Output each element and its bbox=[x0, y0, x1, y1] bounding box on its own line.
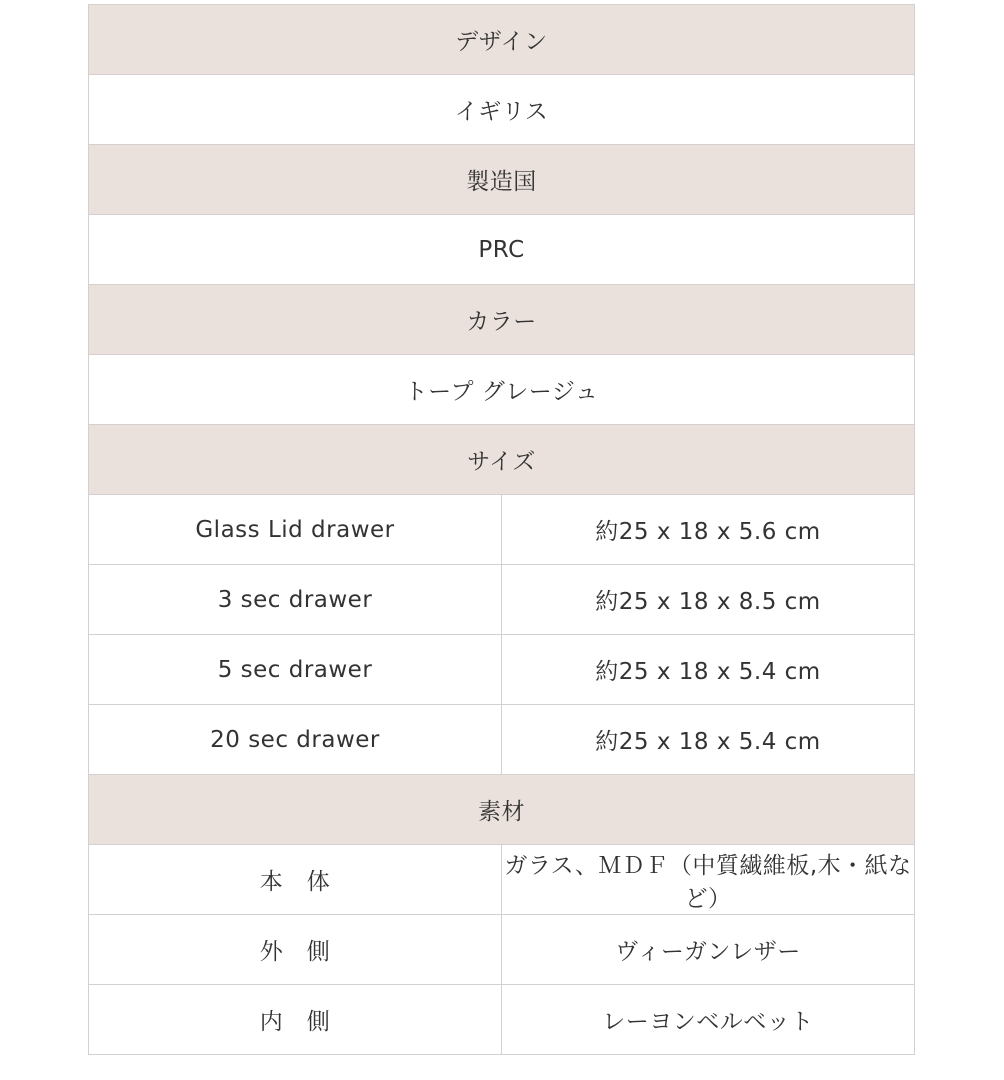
size-row-label: 20 sec drawer bbox=[89, 705, 502, 775]
section-value-design bbox=[89, 75, 915, 145]
material-row-value: ヴィーガンレザー bbox=[502, 915, 915, 985]
material-row-value: ガラス、ＭＤＦ（中質繊維板,木・紙など） bbox=[502, 845, 915, 915]
material-row bbox=[89, 915, 915, 985]
origin-value: PRC bbox=[89, 215, 915, 285]
color-header: カラー bbox=[89, 285, 915, 355]
material-row-label: 外 側 bbox=[89, 915, 502, 985]
product-spec-table bbox=[88, 4, 915, 1055]
material-header: 素材 bbox=[89, 775, 915, 845]
color-value: トープ グレージュ bbox=[89, 355, 915, 425]
size-row-value: 約25 x 18 x 5.6 cm bbox=[502, 495, 915, 565]
size-row-label: Glass Lid drawer bbox=[89, 495, 502, 565]
origin-header: 製造国 bbox=[89, 145, 915, 215]
size-row bbox=[89, 495, 915, 565]
size-row-value: 約25 x 18 x 5.4 cm bbox=[502, 705, 915, 775]
size-row-value: 約25 x 18 x 8.5 cm bbox=[502, 565, 915, 635]
section-header-color bbox=[89, 285, 915, 355]
section-header-material bbox=[89, 775, 915, 845]
material-row-value: レーヨンベルベット bbox=[502, 985, 915, 1055]
size-row bbox=[89, 565, 915, 635]
section-value-origin bbox=[89, 215, 915, 285]
material-row bbox=[89, 985, 915, 1055]
section-header-origin bbox=[89, 145, 915, 215]
material-row-label: 内 側 bbox=[89, 985, 502, 1055]
size-header: サイズ bbox=[89, 425, 915, 495]
section-header-design bbox=[89, 5, 915, 75]
size-row-value: 約25 x 18 x 5.4 cm bbox=[502, 635, 915, 705]
material-row bbox=[89, 845, 915, 915]
section-header-size bbox=[89, 425, 915, 495]
size-row-label: 5 sec drawer bbox=[89, 635, 502, 705]
material-row-label: 本 体 bbox=[89, 845, 502, 915]
size-row bbox=[89, 635, 915, 705]
section-value-color bbox=[89, 355, 915, 425]
design-header: デザイン bbox=[89, 5, 915, 75]
size-row-label: 3 sec drawer bbox=[89, 565, 502, 635]
design-value: イギリス bbox=[89, 75, 915, 145]
size-row bbox=[89, 705, 915, 775]
